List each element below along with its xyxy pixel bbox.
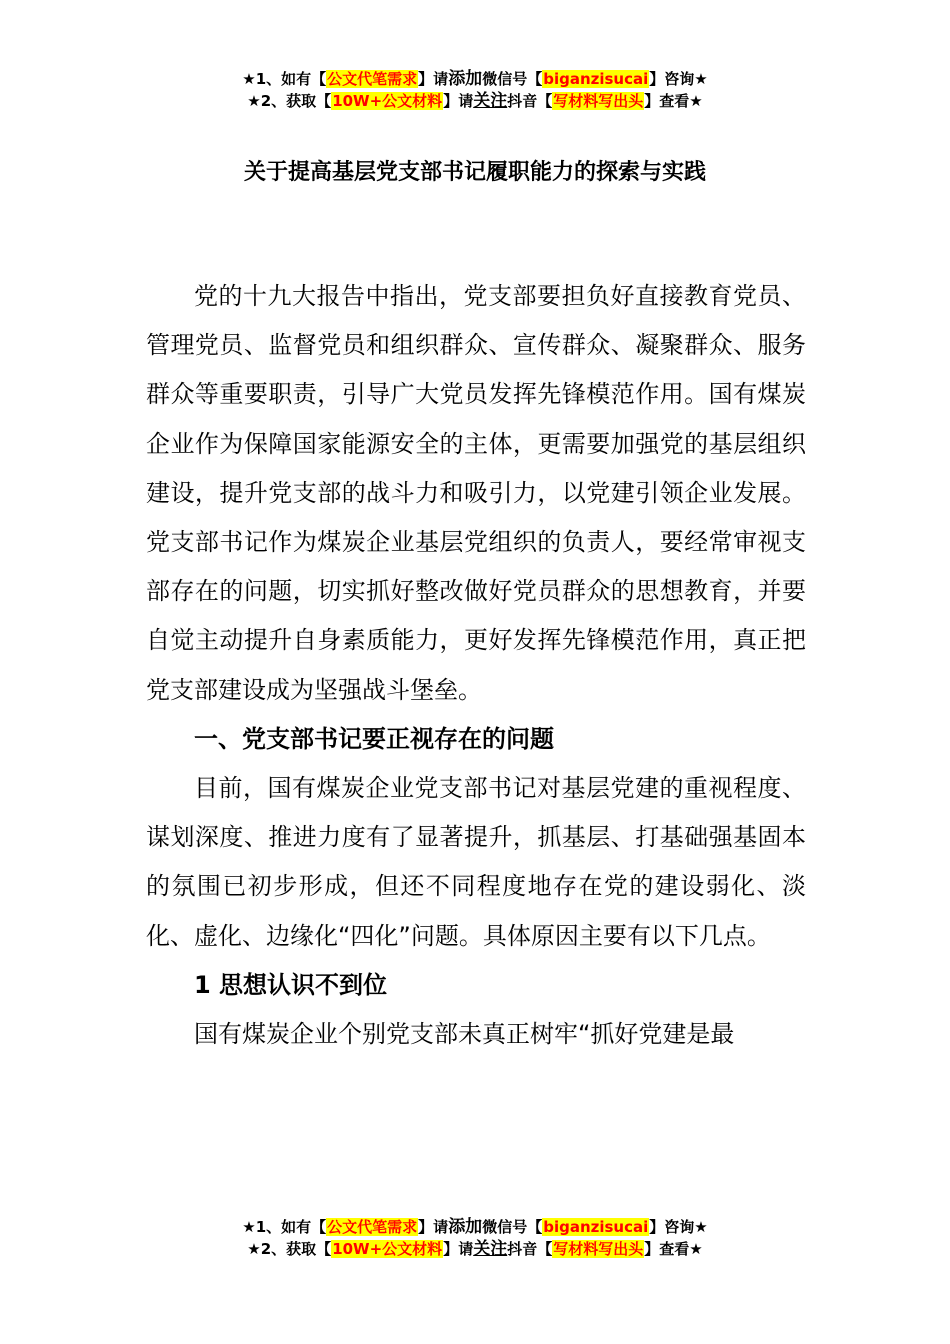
subsection-heading: 1 思想认识不到位: [194, 970, 388, 999]
promo-line-2: ★2、获取【10W+公文材料】请关注抖音【写材料写出头】查看★: [247, 1239, 703, 1259]
promo-line-1: ★1、如有【公文代笔需求】请添加微信号【biganzisucai】咨询★: [242, 1217, 708, 1237]
highlight-douyin-account: 写材料写出头: [553, 92, 644, 110]
paragraph-intro: 党的十九大报告中指出，党支部要担负好直接教育党员、管理党员、监督党员和组织群众、宣传群众、凝聚群众、服务群众等重要职责，引导广大党员发挥先锋模范作用。国有煤炭企业作为保障国家能源安全的主体，更需要加强党的基层组织建设，提升党支部的战斗力和吸引力，以党建引领企业发展。党支部书记作为煤炭企业基层党组织的负责人，要经常审视支部存在的问题，切实抓好整改做好党员群众的思想教育，并要自觉主动提升自身素质能力，更好发挥先锋模范作用，真正把党支部建设成为坚强战斗堡垒。: [146, 282, 806, 704]
highlight-materials: 10W+公文材料: [332, 1240, 443, 1258]
document-body: [146, 272, 806, 1059]
promo-banner-top: [0, 68, 950, 112]
highlight-wechat-id: biganzisucai: [543, 70, 649, 88]
highlight-douyin-account: 写材料写出头: [553, 1240, 644, 1258]
document-title: 关于提高基层党支部书记履职能力的探索与实践: [243, 160, 706, 185]
paragraph-problems: 目前，国有煤炭企业党支部书记对基层党建的重视程度、谋划深度、推进力度有了显著提升，抓基层、打基础强基固本的氛围已初步形成，但还不同程度地存在党的建设弱化、淡化、虚化、边缘化“四化”问题。具体原因主要有以下几点。: [146, 774, 806, 950]
highlight-service: 公文代笔需求: [327, 70, 418, 88]
highlight-materials: 10W+公文材料: [332, 92, 443, 110]
highlight-wechat-id: biganzisucai: [543, 1218, 649, 1236]
paragraph-thinking: 国有煤炭企业个别党支部未真正树牢“抓好党建是最: [194, 1020, 735, 1049]
promo-banner-bottom: [0, 1216, 950, 1260]
promo-line-1: ★1、如有【公文代笔需求】请添加微信号【biganzisucai】咨询★: [242, 69, 708, 89]
highlight-service: 公文代笔需求: [327, 1218, 418, 1236]
section-heading: 一、党支部书记要正视存在的问题: [194, 724, 554, 753]
promo-line-2: ★2、获取【10W+公文材料】请关注抖音【写材料写出头】查看★: [247, 91, 703, 111]
